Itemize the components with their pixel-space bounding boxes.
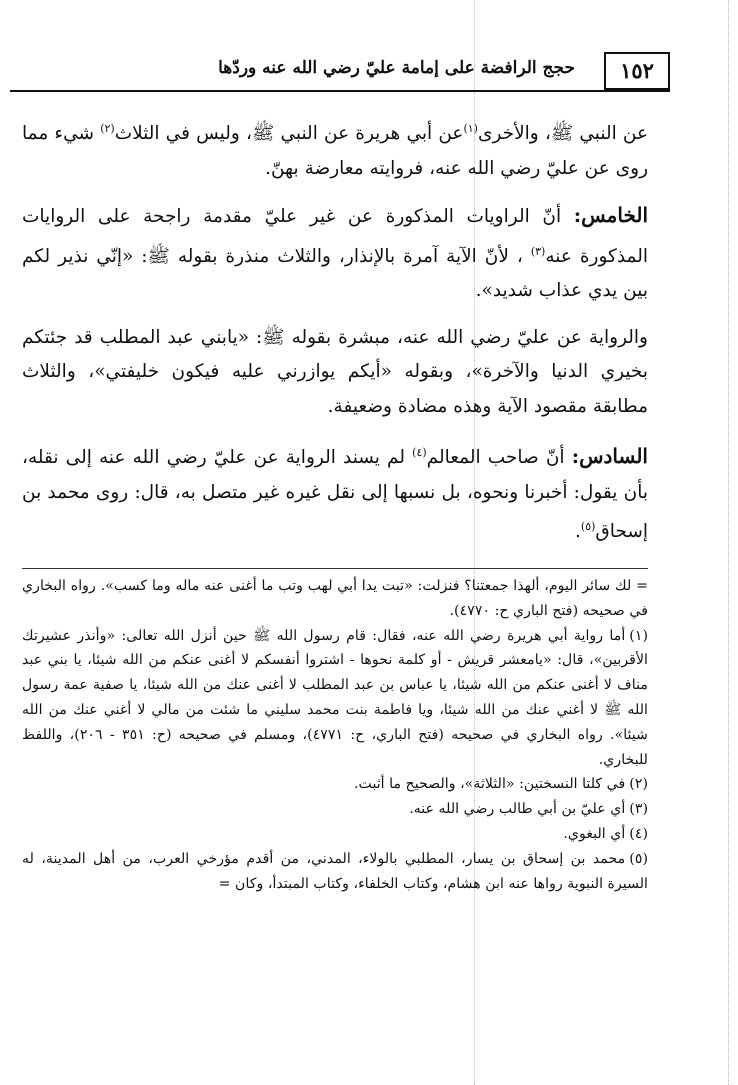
footnote-text: أي عليّ بن أبي طالب رضي الله عنه. — [409, 801, 626, 818]
footnote-mark: (٤) — [629, 825, 648, 842]
text-run: أنّ صاحب المعالم — [426, 447, 572, 469]
running-title: حجج الرافضة على إمامة عليّ رضي الله عنه وردّها — [218, 58, 575, 78]
footnote-separator — [22, 568, 648, 569]
footnote-2 — [22, 772, 648, 797]
text-run: والرواية عن عليّ رضي الله عنه، مبشرة بقوله ﷺ: «يابني عبد المطلب قد جئتكم بخيري الدنيا والآخرة»، وبقوله «أيكم يوازرني عليه فيكون خليفتي»، والثلاث مطابقة مقصود الآية وهذه مضادة وضعيفة. — [22, 326, 648, 417]
main-text — [22, 112, 648, 562]
paragraph-continuation — [22, 112, 648, 186]
footnote-mark: (١) — [629, 627, 648, 644]
footnote-ref: (٢) — [100, 122, 115, 135]
section-lead: الخامس: — [573, 203, 648, 228]
footnote-1 — [22, 624, 648, 773]
footnote-mark: (٥) — [629, 850, 648, 867]
paragraph-fifth — [22, 198, 648, 309]
footnote-ref: (١) — [463, 122, 478, 135]
text-run: أنّ الراويات المذكورة عن غير عليّ مقدمة راجحة على الروايات المذكورة عنه — [22, 206, 649, 267]
footnote-4 — [22, 822, 648, 847]
footnotes — [22, 574, 648, 896]
footnote-5 — [22, 847, 648, 897]
footnote-continuation: = لك سائر اليوم، ألهذا جمعتنا؟ فنزلت: «تبت يدا أبي لهب وتب ما أغنى عنه ماله وما كسب». رواه البخاري في صحيحه (فتح الباري ح: ٤٧٧٠). — [22, 578, 648, 619]
paragraph-riwaya — [22, 321, 648, 425]
page-header — [10, 52, 670, 92]
paragraph-sixth — [22, 436, 648, 550]
footnote-ref: (٤) — [412, 446, 427, 460]
scan-guide-line — [728, 0, 729, 1085]
footnote-text: أي البغوي. — [563, 825, 626, 842]
footnote-mark: (٣) — [629, 801, 648, 818]
footnote-mark: (٢) — [629, 776, 648, 793]
text-run: ، لأنّ الآية آمرة بالإنذار، والثلاث منذرة بقوله ﷺ: «إنّي نذير لكم بين يدي عذاب شديد». — [22, 245, 648, 302]
footnote-ref: (٣) — [530, 244, 546, 258]
text-run: شيء مما روى عن عليّ رضي الله عنه، فروايته معارضة بهنّ. — [22, 123, 648, 179]
header-rule — [10, 90, 670, 92]
page-number: ١٥٢ — [604, 52, 670, 90]
text-run: عن أبي هريرة عن النبي ﷺ، وليس في الثلاث — [114, 123, 464, 145]
footnote-text: في كلتا النسختين: «الثلاثة»، والصحيح ما أثبت. — [354, 776, 626, 793]
text-run: لم يسند الرواية عن عليّ رضي الله عنه إلى نقله، بأن يقول: أخبرنا ونحوه، بل نسبها إلى نقل غيره غير متصل به، قال: روى محمد بن إسحاق — [22, 447, 648, 543]
footnote-3 — [22, 797, 648, 822]
footnote-text: أما رواية أبي هريرة رضي الله عنه، فقال: قام رسول الله ﷺ حين أنزل الله تعالى: «وأنذر عشيرتك الأقربين»، قال: «يامعشر قريش - أو كلمة نحوها - اشتروا أنفسكم لا أغنى عنكم من الله شيئا، يا بني عبد مناف لا أغنى عنكم من الله شيئا، يا عباس بن عبد المطلب لا أغنى عنك من الله شيئا، يا صفية عمة رسول الله ﷺ لا أغني عنك من الله شيئا، ويا فاطمة بنت محمد سليني ما شئت من مالي لا أغني عنك من الله شيئا». رواه البخاري في صحيحه (فتح الباري، ح: ٤٧٧١)، ومسلم في صحيحه (ح: ٣٥١ - ٢٠٦)، واللفظ للبخاري. — [22, 627, 648, 768]
text-run: . — [575, 521, 581, 543]
text-run: عن النبي ﷺ، والأخرى — [477, 123, 648, 145]
section-lead: السادس: — [571, 444, 648, 469]
footnote-text: محمد بن إسحاق بن يسار، المطلبي بالولاء، المدني، من أقدم مؤرخي العرب، من أهل المدينة، له السيرة النبوية رواها عنه ابن هشام، وكتاب الخلفاء، وكتاب المبتدأ، وكان = — [22, 850, 648, 892]
footnote-ref: (٥) — [580, 520, 596, 534]
